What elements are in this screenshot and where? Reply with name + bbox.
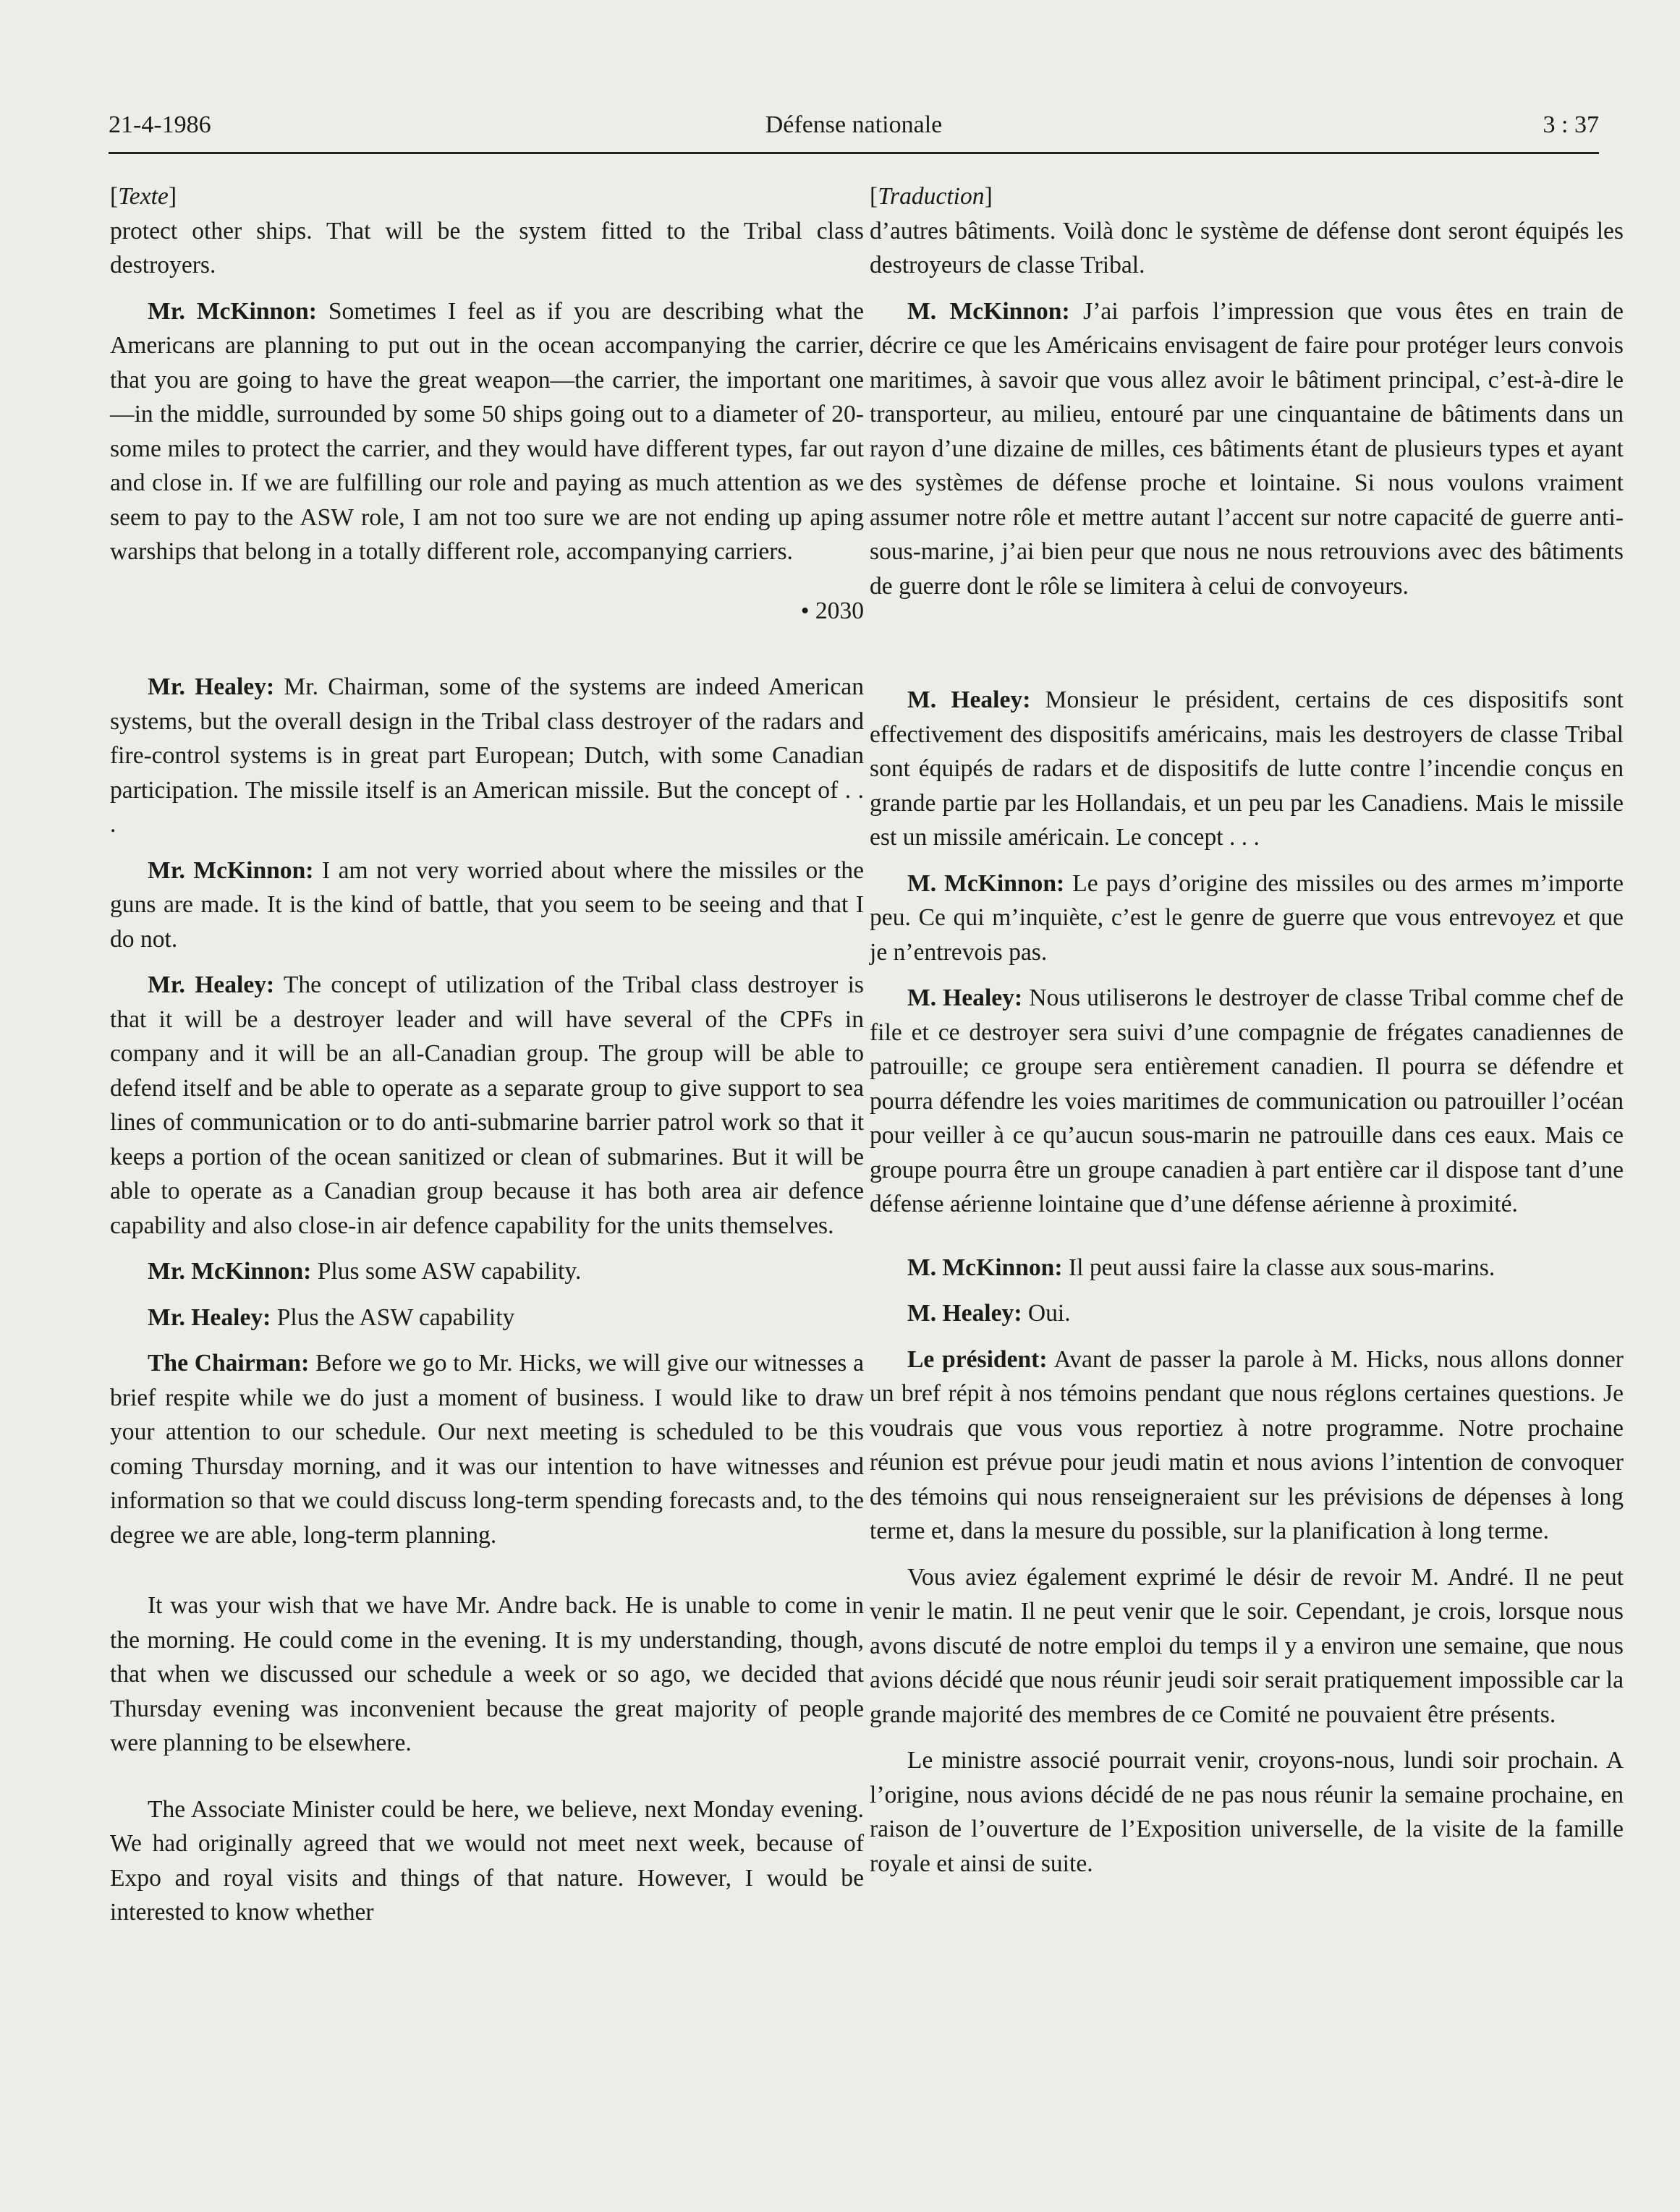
paragraph: Mr. McKinnon: I am not very worried about where the missiles or the guns are made. It is the kind of battle, that you seem to be seeing and that I do not. — [110, 856, 865, 953]
speaker-name: M. Healey: — [907, 686, 1031, 713]
paragraph: M. McKinnon: Il peut aussi faire la classe aux sous-marins. — [907, 1254, 1496, 1281]
speaker-name: M. Healey: — [907, 1300, 1022, 1327]
paragraph: M. McKinnon: Le pays d’origine des missiles ou des armes m’importe peu. Ce qui m’inquiète, c’est le genre de guerre que vous entrevoyez et que je n’entrevois pas. — [870, 869, 1624, 966]
english-column — [110, 179, 864, 1941]
paragraph: Vous aviez également exprimé le désir de revoir M. André. Il ne peut venir le matin. Il ne peut venir que le soir. Cependant, je crois, lorsque nous avons discuté de notre emploi du temps il y a environ une semaine, que nous avions décidé que nous réunir jeudi soir serait pratiquement impossible car la grande majorité des membres de ce Comité ne pouvaient être présents. — [870, 1563, 1624, 1728]
speaker-name: The Chairman: — [148, 1350, 310, 1377]
speaker-name: M. McKinnon: — [907, 297, 1070, 325]
speaker-name: Mr. Healey: — [148, 971, 275, 998]
header-page-number: 3 : 37 — [1543, 111, 1599, 138]
time-marker: • 2030 — [800, 597, 864, 624]
paragraph: Mr. Healey: Plus the ASW capability — [148, 1303, 515, 1331]
column-tag: [Texte] — [110, 183, 177, 210]
speaker-name: Mr. Healey: — [148, 673, 275, 700]
running-header — [109, 109, 1599, 154]
paragraph: The Chairman: Before we go to Mr. Hicks, we will give our witnesses a brief respite while we do just a moment of business. I would like to draw your attention to our schedule. Our next meeting is scheduled to be this coming Thursday morning, and it was our intention to have witnesses and information so that we could discuss long-term spending forecasts and, to the degree we are able, long-term planning. — [110, 1350, 864, 1549]
paragraph: Mr. Healey: Mr. Chairman, some of the systems are indeed American systems, but the overall design in the Tribal class destroyer of the radars and fire-control systems is in great part European; Dutch, with some Canadian participation. The missile itself is an American missile. But the concept of . . . — [110, 673, 864, 838]
speaker-name: Mr. McKinnon: — [148, 297, 317, 325]
header-title: Défense nationale — [765, 111, 943, 138]
paragraph: M. Healey: Monsieur le président, certains de ces dispositifs sont effectivement des dispositifs américains, mais les destroyers de classe Tribal sont équipés de radars et de dispositifs de lutte contre l’incendie conçus en grande partie par les Hollandais, et un peu par les Canadiens. Mais le missile est un missile américain. Le concept . . . — [870, 686, 1624, 851]
speaker-name: Le président: — [907, 1345, 1048, 1373]
paragraph: Le ministre associé pourrait venir, croyons-nous, lundi soir prochain. A l’origine, nous avions décidé de ne pas nous réunir la semaine prochaine, en raison de l’ouverture de l’Exposition universelle, de la visite de la famille royale et ainsi de suite. — [870, 1747, 1624, 1877]
speaker-name: Mr. McKinnon: — [148, 1258, 312, 1285]
paragraph: Mr. McKinnon: Plus some ASW capability. — [148, 1258, 582, 1285]
header-date: 21-4-1986 — [109, 111, 211, 138]
speaker-name: Mr. Healey: — [148, 1303, 271, 1331]
paragraph: Le président: Avant de passer la parole à M. Hicks, nous allons donner un bref répit à nos témoins pendant que nous réglons certaines questions. Je voudrais que vous vous reportiez à notre programme. Notre prochaine réunion est prévue pour jeudi matin et nous avions l’intention de convoquer des témoins qui nous renseigneraient sur les prévisions de dépenses à long terme et, dans la mesure du possible, sur la planification à long terme. — [870, 1345, 1624, 1544]
paragraph: d’autres bâtiments. Voilà donc le système de défense dont seront équipés les destroyeurs de classe Tribal. — [870, 217, 1624, 278]
paragraph: M. Healey: Oui. — [907, 1300, 1071, 1327]
paragraph: Mr. McKinnon: Sometimes I feel as if you are describing what the Americans are planning to put out in the ocean accompanying the carrier, that you are going to have the great weapon—the carrier, the important one—in the middle, surrounded by some 50 ships going out to a diameter of 20-some miles to protect the carrier, and they would have different types, far out and close in. If we are fulfilling our role and paying as much attention as we seem to pay to the ASW role, I am not too sure we are not ending up aping warships that belong in a totally different role, accompanying carriers. — [110, 297, 864, 565]
french-column — [870, 179, 1624, 1892]
paragraph: M. McKinnon: J’ai parfois l’impression que vous êtes en train de décrire ce que les Américains envisagent de faire pour protéger leurs convois maritimes, à savoir que vous allez avoir le bâtiment principal, c’est-à-dire le transporteur, au milieu, entouré par une cinquantaine de bâtiments dans un rayon d’une dizaine de milles, ces bâtiments étant de plusieurs types et ayant des systèmes de défense proche et lointaine. Si nous voulons vraiment assumer notre rôle et mettre autant l’accent sur notre capacité de guerre anti-sous-marine, j’ai bien peur que nous ne nous retrouvions avec des bâtiments de guerre dont le rôle se limitera à celui de convoyeurs. — [870, 297, 1624, 600]
paragraph: M. Healey: Nous utiliserons le destroyer de classe Tribal comme chef de file et ce destroyer sera suivi d’une compagnie de frégates canadiennes de patrouille; ce groupe sera entièrement canadien. Il pourra se défendre et pourra défendre les voies maritimes de communication ou patrouiller l’océan pour veiller à ce qu’aucun sous-marin ne patrouille dans ces eaux. Mais ce groupe pourra être un groupe canadien à part entière car il dispose tant d’une défense aérienne lointaine que d’une défense aérienne à proximité. — [870, 984, 1624, 1217]
paragraph: protect other ships. That will be the system fitted to the Tribal class destroyers. — [110, 217, 864, 278]
paragraph: It was your wish that we have Mr. Andre back. He is unable to come in the morning. He could come in the evening. It is my understanding, though, that when we discussed our schedule a week or so ago, we decided that Thursday evening was inconvenient because the great majority of people were planning to be elsewhere. — [110, 1592, 864, 1756]
speaker-name: M. McKinnon: — [907, 869, 1065, 897]
column-tag: [Traduction] — [870, 183, 993, 210]
paragraph: Mr. Healey: The concept of utilization of the Tribal class destroyer is that it will be a destroyer leader and will have several of the CPFs in company and it will be an all-Canadian group. The group will be able to defend itself and be able to operate as a separate group to give support to sea lines of communication or to do anti-submarine barrier patrol work so that it keeps a portion of the ocean sanitized or clean of submarines. But it will be able to operate as a Canadian group because it has both area air defence capability and also close-in air defence capability for the units themselves. — [110, 971, 864, 1239]
speaker-name: M. McKinnon: — [907, 1254, 1063, 1281]
speaker-name: M. Healey: — [907, 984, 1023, 1011]
paragraph: The Associate Minister could be here, we believe, next Monday evening. We had originally agreed that we would not meet next week, because of Expo and royal visits and things of that nature. However, I would be interested to know whether — [110, 1795, 864, 1926]
speaker-name: Mr. McKinnon: — [148, 856, 314, 884]
